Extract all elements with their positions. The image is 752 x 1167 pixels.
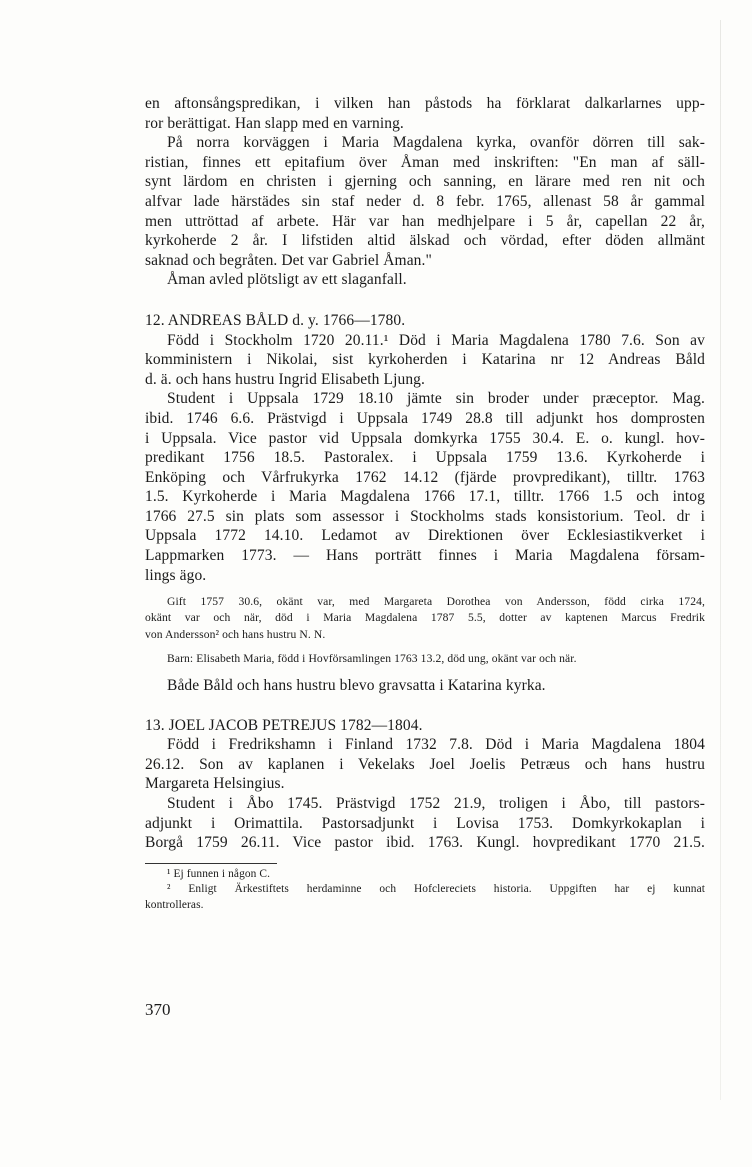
footnote-2-continued: kontrolleras.	[145, 899, 204, 911]
text-line: synt lärdom en christen i gjerning och sanning, en lärare med ren nit och	[145, 173, 705, 191]
paragraph-bald-birth	[145, 331, 705, 390]
text-line: 26.12. Son av kaplanen i Vekelaks Joel Joelis Petræus och hans hustru	[145, 755, 705, 773]
paragraph-petrejus-birth	[145, 735, 705, 794]
text-line: Enköping och Vårfrukyrka 1762 14.12 (fjärde provpredikant), tilltr. 1763	[145, 468, 705, 486]
paragraph-epitaph	[145, 133, 705, 270]
text-line: Gift 1757 30.6, okänt var, med Margareta Dorothea von Andersson, född cirka 1724,	[167, 595, 705, 609]
text-line: Student i Åbo 1745. Prästvigd 1752 21.9, troligen i Åbo, till pastors-	[167, 795, 705, 813]
text-line: Borgå 1759 26.11. Vice pastor ibid. 1763. Kungl. hovpredikant 1770 21.5.	[145, 834, 705, 852]
page-number: 370	[145, 1000, 171, 1019]
text-line: adjunkt i Orimattila. Pastorsadjunkt i Lovisa 1753. Domkyrkokaplan i	[145, 814, 705, 832]
text-line: lings ägo.	[145, 566, 207, 584]
footnote-1: ¹ Ej funnen i någon C.	[167, 867, 271, 880]
text-line: ror berättigat. Han slapp med en varning.	[145, 114, 404, 132]
text-line: i Uppsala. Vice pastor vid Uppsala domkyrka 1755 30.4. E. o. kungl. hov-	[145, 429, 705, 447]
page-text	[145, 94, 705, 914]
text-line: Margareta Helsingius.	[145, 775, 285, 793]
text-line: von Andersson² och hans hustru N. N.	[145, 627, 326, 641]
footnotes	[145, 867, 705, 914]
paragraph-burial: Både Båld och hans hustru blevo gravsatta i Katarina kyrka.	[167, 677, 546, 695]
text-line: okänt var och när, död i Maria Magdalena 1787 5.5, dotter av kaptenen Marcus Fredrik	[145, 611, 705, 625]
text-line: 1.5. Kyrkoherde i Maria Magdalena 1766 17.1, tilltr. 1766 1.5 och intog	[145, 488, 705, 506]
text-line: Lappmarken 1773. — Hans porträtt finnes i Maria Magdalena försam-	[145, 547, 705, 565]
marriage-note	[145, 594, 705, 643]
text-line: Uppsala 1772 14.10. Ledamot av Direktionen över Ecklesiastikverket i	[145, 527, 705, 545]
text-line: kyrkoherde 2 år. I lifstiden altid älskad och vördad, efter döden allmänt	[145, 232, 705, 250]
section-heading-13: 13. JOEL JACOB PETREJUS 1782—1804.	[145, 716, 423, 734]
footnote-2: ² Enligt Ärkestiftets herdaminne och Hofclereciets historia. Uppgiften har ej kunnat	[167, 883, 705, 896]
text-line: d. ä. och hans hustru Ingrid Elisabeth Ljung.	[145, 370, 426, 388]
text-line: Född i Fredrikshamn i Finland 1732 7.8. Död i Maria Magdalena 1804	[167, 736, 705, 754]
text-line: På norra korväggen i Maria Magdalena kyrka, ovanför dörren till sak-	[167, 134, 705, 152]
text-line: predikant 1756 18.5. Pastoralex. i Uppsala 1759 13.6. Kyrkoherde i	[145, 449, 705, 467]
text-line: men uttröttad af arbete. Här var han medhjelpare i 5 år, capellan 22 år,	[145, 212, 705, 230]
text-line: 1766 27.5 sin plats som assessor i Stockholms stads konsistorium. Teol. dr i	[145, 507, 705, 525]
paragraph-aman-death: Åman avled plötsligt av ett slaganfall.	[167, 271, 407, 289]
section-heading-12: 12. ANDREAS BÅLD d. y. 1766—1780.	[145, 311, 406, 329]
text-line: alfvar lade härstädes sin staf neder d. 8 febr. 1765, allenast 58 år gammal	[145, 192, 705, 210]
paragraph-petrejus-career	[145, 794, 705, 853]
text-line: komministern i Nikolai, sist kyrkoherden i Katarina nr 12 Andreas Båld	[145, 351, 705, 369]
paragraph-continuation	[145, 94, 705, 133]
text-line: ibid. 1746 6.6. Prästvigd i Uppsala 1749 28.8 till adjunkt hos domprosten	[145, 409, 705, 427]
children-note: Barn: Elisabeth Maria, född i Hovförsamlingen 1763 13.2, död ung, okänt var och när.	[167, 651, 577, 665]
text-line: Student i Uppsala 1729 18.10 jämte sin broder under præceptor. Mag.	[167, 390, 705, 408]
footnote-divider	[145, 863, 277, 864]
text-line: ristian, finnes ett epitafium över Åman med inskriften: "En man af säll-	[145, 153, 705, 171]
page-edge-shadow	[720, 20, 721, 1100]
text-line: saknad och begråten. Det var Gabriel Åman."	[145, 251, 432, 269]
paragraph-bald-career	[145, 389, 705, 585]
text-line: Född i Stockholm 1720 20.11.¹ Död i Maria Magdalena 1780 7.6. Son av	[167, 331, 705, 349]
text-line: en aftonsångspredikan, i vilken han påstods ha förklarat dalkarlarnes upp-	[145, 95, 705, 112]
